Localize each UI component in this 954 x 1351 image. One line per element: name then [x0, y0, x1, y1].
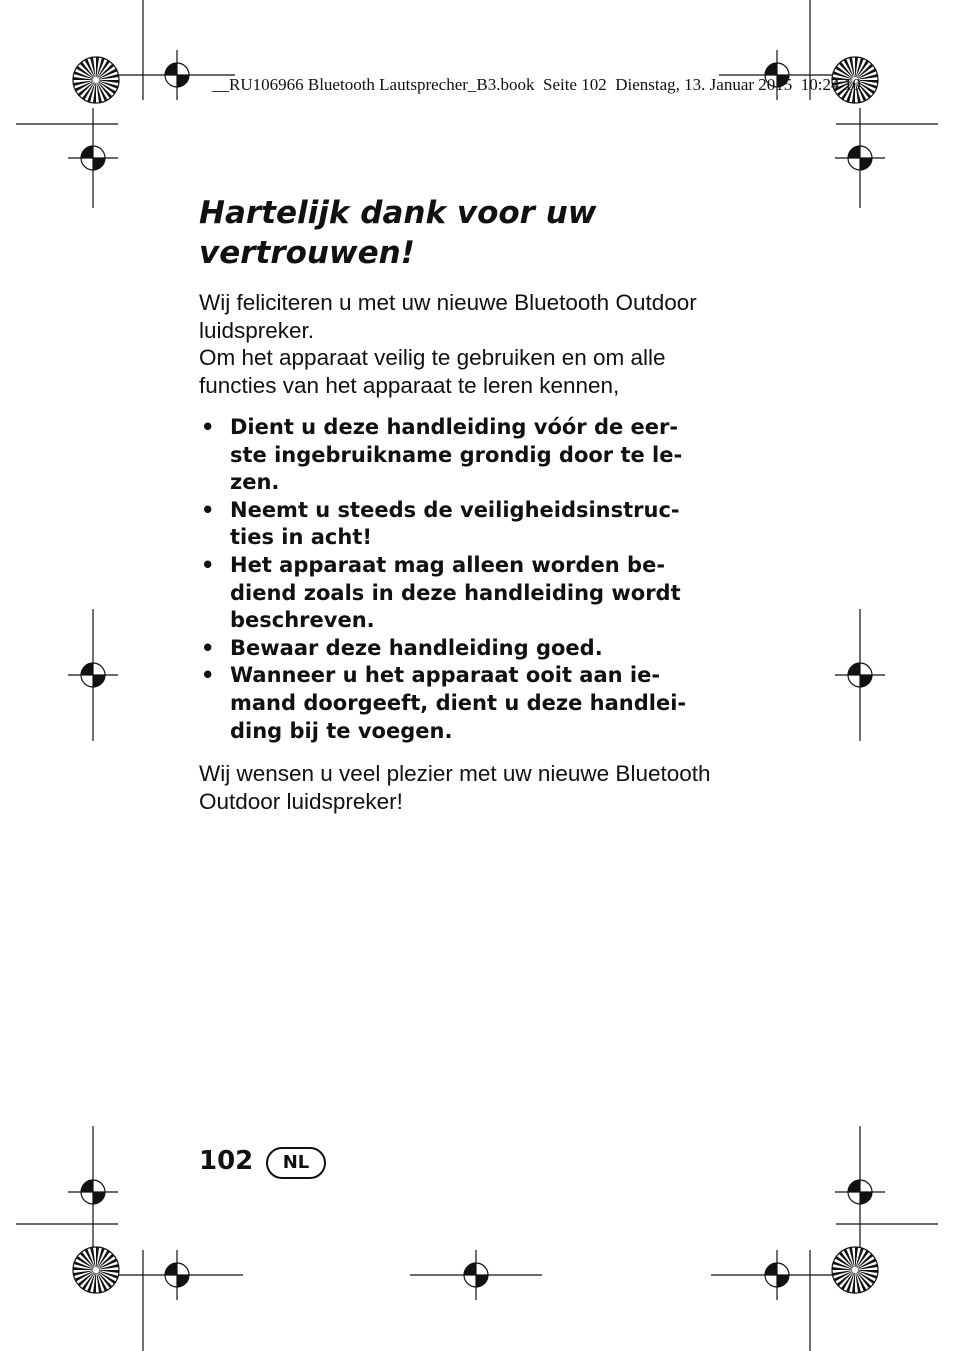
- list-item-line: beschreven.: [230, 608, 375, 633]
- intro-line: Wij feliciteren u met uw nieuwe Bluetooth Outdoor: [199, 290, 697, 315]
- list-item-line: mand doorgeeft, dient u deze handlei-: [230, 690, 687, 715]
- registration-target-icon: [68, 1126, 118, 1258]
- list-item: [199, 662, 759, 745]
- list-item: [199, 414, 759, 497]
- bullet-icon: •: [201, 497, 215, 522]
- intro-paragraph: [199, 289, 759, 399]
- bullet-icon: •: [201, 552, 215, 577]
- registration-target-icon: [68, 108, 118, 208]
- list-item-line: Dient u deze handleiding vóór de eer-: [230, 415, 679, 439]
- registration-target-icon: [68, 609, 118, 741]
- list-item-line: ding bij te voegen.: [230, 718, 453, 743]
- print-header-slug: __RU106966 Bluetooth Lautsprecher_B3.book Seite 102 Dienstag, 13. Januar 2015 10:24 10: [212, 75, 861, 94]
- registration-target-icon: [410, 1250, 542, 1300]
- list-item-line: ste ingebruikname grondig door te le-: [230, 442, 683, 467]
- list-item-line: Wanneer u het apparaat ooit aan ie-: [230, 663, 661, 688]
- list-item-line: Neemt u steeds de veiligheidsinstruc-: [230, 497, 680, 522]
- page-title: [199, 193, 759, 273]
- closing-line: Outdoor luidspreker!: [199, 788, 403, 814]
- intro-line: luidspreker.: [199, 317, 315, 343]
- registration-target-icon: [711, 1250, 843, 1300]
- list-item: [199, 635, 759, 663]
- title-line-1: Hartelijk dank voor uw: [199, 195, 597, 231]
- list-item-line: Bewaar deze handleiding goed.: [230, 635, 603, 660]
- list-item: [199, 497, 759, 552]
- page-number: 102: [199, 1146, 254, 1176]
- language-badge: NL: [266, 1147, 326, 1179]
- list-item-line: ties in acht!: [230, 525, 372, 550]
- intro-line: functies van het apparaat te leren kennen,: [199, 372, 620, 398]
- list-item: [199, 552, 759, 635]
- intro-line: Om het apparaat veilig te gebruiken en om alle: [199, 345, 666, 370]
- registration-target-icon: [111, 1250, 243, 1300]
- list-item-line: zen.: [230, 470, 280, 495]
- title-line-2: vertrouwen!: [199, 235, 415, 271]
- registration-target-icon: [835, 1126, 885, 1258]
- list-item-line: diend zoals in deze handleiding wordt: [230, 580, 681, 605]
- bullet-icon: •: [201, 415, 215, 439]
- radial-starburst-icon: [832, 1247, 878, 1293]
- closing-line: Wij wensen u veel plezier met uw nieuwe Bluetooth: [199, 761, 711, 786]
- bullet-icon: •: [201, 635, 215, 660]
- bullet-icon: •: [201, 663, 215, 688]
- registration-target-icon: [835, 108, 885, 208]
- radial-starburst-icon: [73, 1247, 119, 1293]
- registration-target-icon: [835, 609, 885, 741]
- list-item-line: Het apparaat mag alleen worden be-: [230, 552, 666, 577]
- instruction-list: [199, 414, 759, 745]
- radial-starburst-icon: [73, 57, 119, 103]
- closing-paragraph: [199, 760, 759, 815]
